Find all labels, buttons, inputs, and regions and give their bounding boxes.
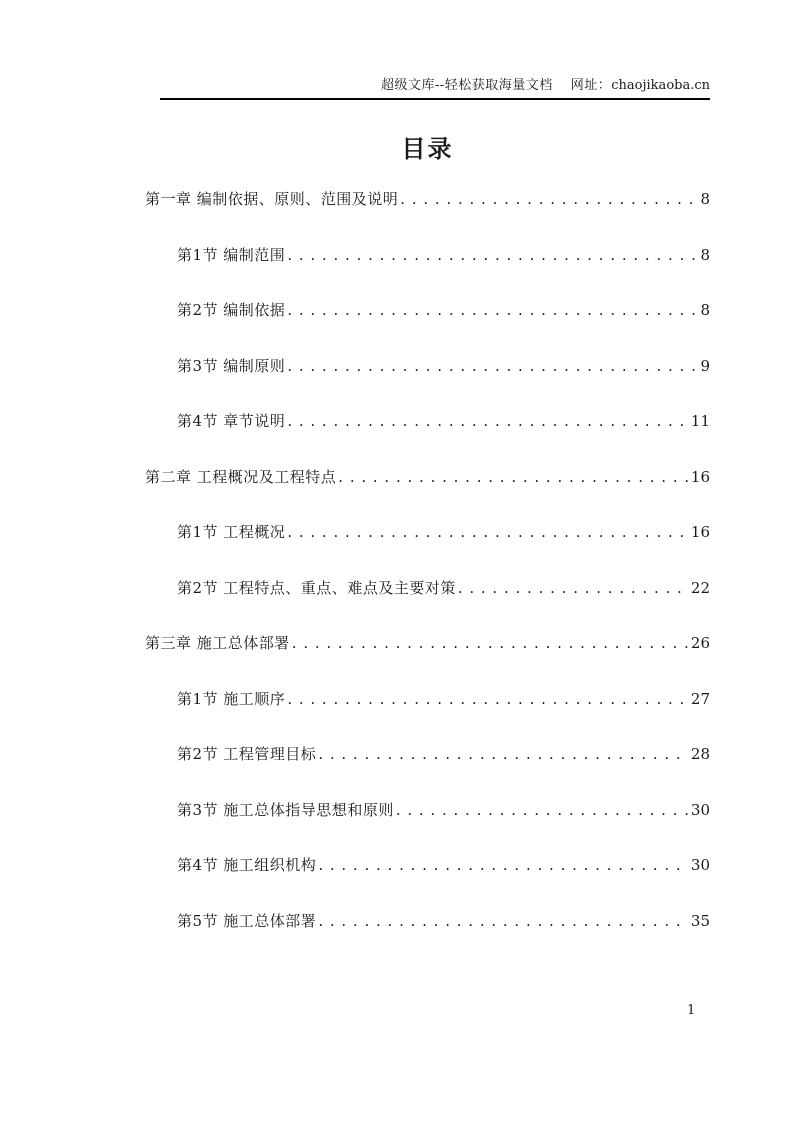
- footer-page-number: 1: [687, 1003, 696, 1018]
- toc-entry-section[interactable]: [145, 299, 710, 355]
- toc-entry-chapter-1[interactable]: [145, 188, 710, 244]
- toc-entry-label: 第2节 工程管理目标: [177, 745, 317, 763]
- toc-entry-page: 8: [700, 301, 710, 319]
- toc-entry-section[interactable]: [145, 521, 710, 577]
- dot-leader: [292, 634, 688, 652]
- dot-leader: [400, 190, 697, 208]
- toc-entry-label: 第2节 工程特点、重点、难点及主要对策: [177, 578, 456, 597]
- toc-entry-section[interactable]: [145, 577, 710, 633]
- toc-entry-label: 第4节 章节说明: [177, 412, 286, 430]
- toc-entry-section[interactable]: [145, 743, 710, 799]
- dot-leader: [318, 912, 688, 930]
- toc-entry-page: 26: [690, 634, 710, 652]
- toc-entry-label: 第1节 工程概况: [177, 523, 286, 541]
- toc-entry-page: 35: [690, 911, 710, 930]
- toc-entry-chapter-2[interactable]: [145, 466, 710, 522]
- dot-leader: [458, 579, 688, 597]
- toc-entry-section[interactable]: [145, 355, 710, 411]
- toc-entry-page: 22: [690, 578, 710, 597]
- dot-leader: [287, 690, 688, 708]
- header-url: chaojikaoba.cn: [611, 78, 710, 93]
- dot-leader: [318, 745, 688, 763]
- page-title: 目录: [401, 134, 454, 163]
- dot-leader: [287, 357, 697, 375]
- toc-entry-page: 27: [690, 689, 710, 708]
- dot-leader: [396, 801, 688, 819]
- toc-entry-label: 第1节 施工顺序: [177, 689, 286, 708]
- toc-entry-label: 第4节 施工组织机构: [177, 856, 317, 874]
- dot-leader: [287, 246, 697, 264]
- table-of-contents: [145, 188, 710, 965]
- toc-entry-label: 第二章 工程概况及工程特点: [145, 467, 337, 486]
- dot-leader: [338, 468, 688, 486]
- header-url-prefix: 网址：: [570, 78, 612, 93]
- toc-entry-page: 8: [700, 245, 710, 264]
- toc-entry-page: 11: [690, 412, 710, 430]
- toc-entry-label: 第3节 施工总体指导思想和原则: [177, 800, 394, 819]
- dot-leader: [287, 523, 688, 541]
- toc-entry-page: 16: [690, 523, 710, 541]
- header-url-group: [571, 78, 710, 93]
- dot-leader: [287, 412, 688, 430]
- header-site-name: 超级文库--轻松获取海量文档: [380, 78, 553, 93]
- dot-leader: [287, 301, 697, 319]
- toc-entry-label: 第三章 施工总体部署: [145, 634, 290, 652]
- toc-entry-section[interactable]: [145, 688, 710, 744]
- dot-leader: [318, 856, 688, 874]
- toc-entry-page: 28: [690, 745, 710, 763]
- toc-entry-label: 第一章 编制依据、原则、范围及说明: [145, 190, 399, 208]
- toc-entry-page: 8: [700, 190, 710, 208]
- toc-entry-label: 第3节 编制原则: [177, 356, 286, 375]
- toc-entry-page: 9: [700, 356, 710, 375]
- toc-entry-section[interactable]: [145, 854, 710, 910]
- toc-entry-section[interactable]: [145, 244, 710, 300]
- toc-entry-page: 30: [690, 800, 710, 819]
- toc-entry-section[interactable]: [145, 799, 710, 855]
- toc-entry-chapter-3[interactable]: [145, 632, 710, 688]
- toc-entry-page: 30: [690, 856, 710, 874]
- toc-entry-label: 第1节 编制范围: [177, 245, 286, 264]
- toc-entry-page: 16: [690, 467, 710, 486]
- toc-entry-section[interactable]: [145, 410, 710, 466]
- page-header: [160, 74, 710, 100]
- toc-entry-section[interactable]: [145, 910, 710, 966]
- toc-entry-label: 第2节 编制依据: [177, 301, 286, 319]
- toc-entry-label: 第5节 施工总体部署: [177, 911, 317, 930]
